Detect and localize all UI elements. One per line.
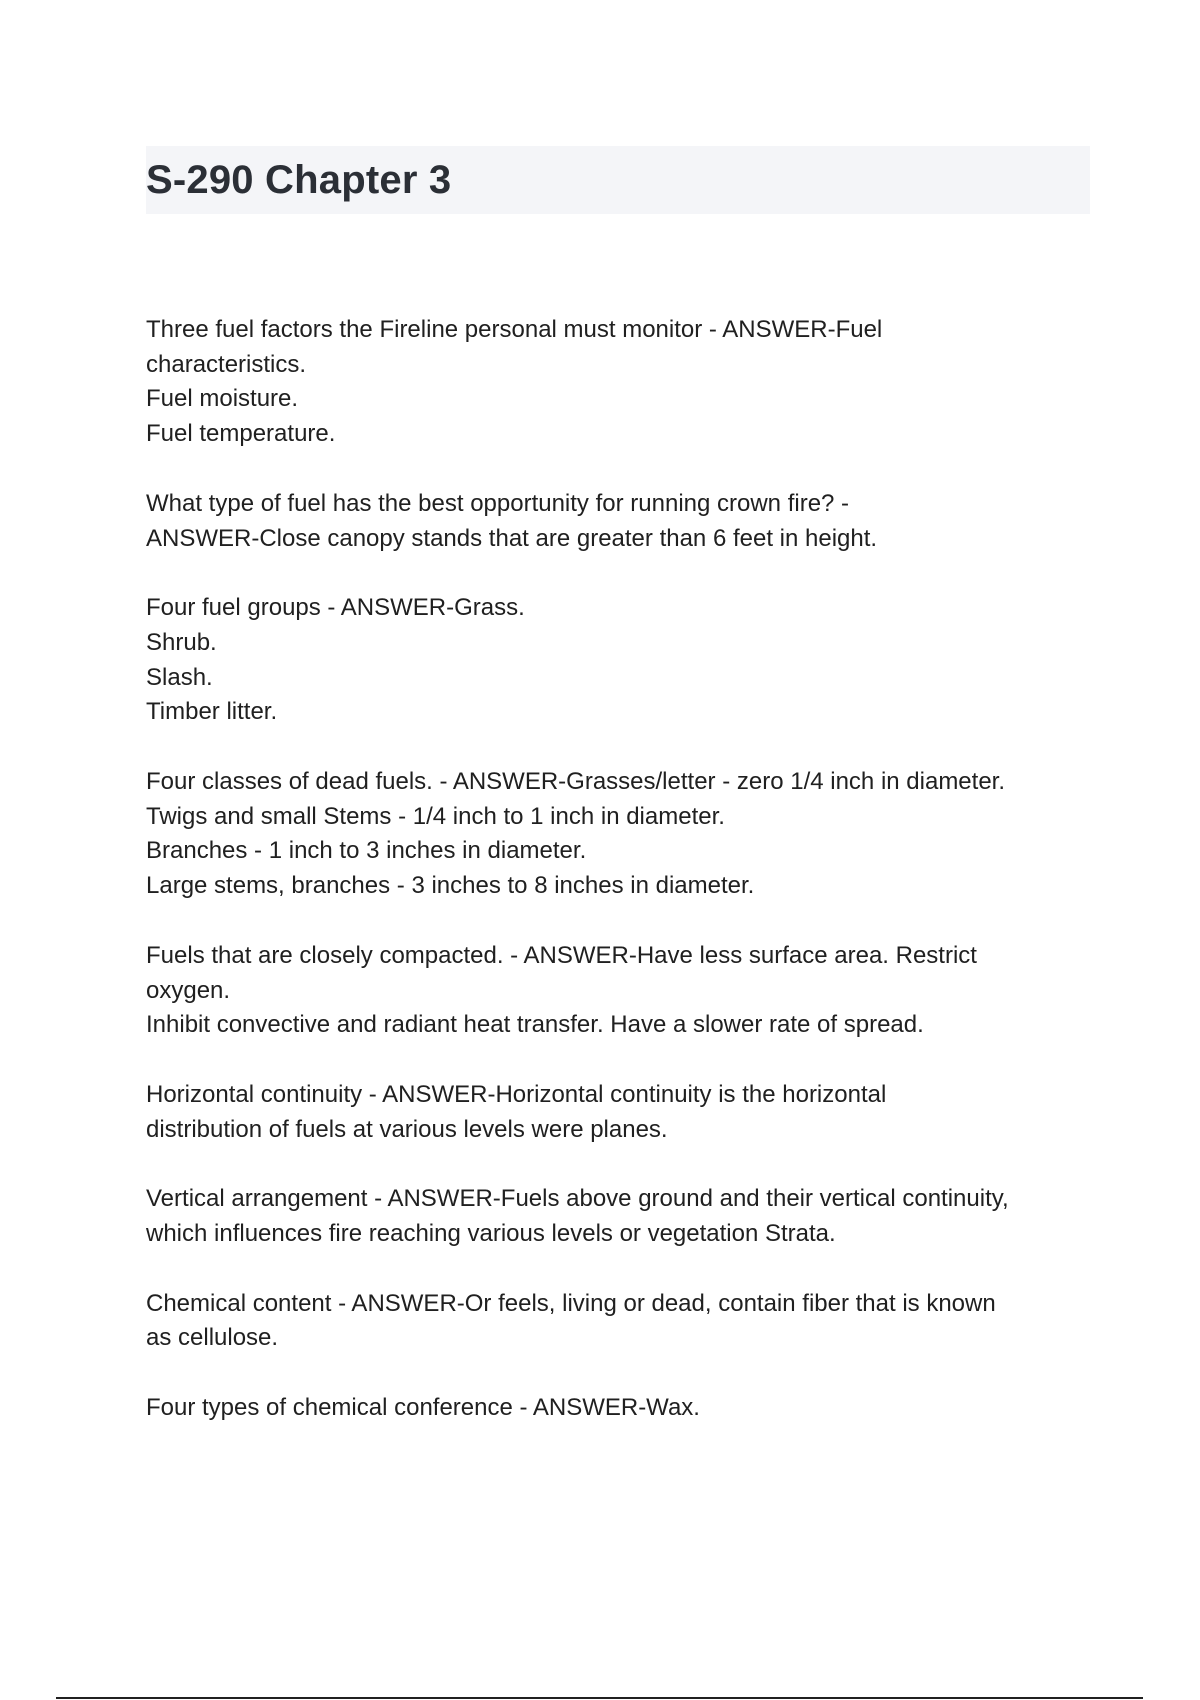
text-line: Shrub. — [146, 628, 217, 656]
qa-entry-horizontal-continuity — [146, 1078, 1101, 1147]
text-line: Inhibit convective and radiant heat transfer. Have a slower rate of spread. — [146, 1011, 924, 1039]
text-line: Four classes of dead fuels. - ANSWER-Grasses/letter - zero 1/4 inch in diameter. — [146, 768, 1006, 796]
qa-entry-vertical-arrangement — [146, 1182, 1101, 1251]
page-title: S-290 Chapter 3 — [146, 158, 452, 202]
qa-entry-compacted-fuels — [146, 939, 1101, 1043]
title-banner — [146, 146, 1090, 214]
text-line: ANSWER-Close canopy stands that are greater than 6 feet in height. — [146, 524, 878, 552]
text-line: What type of fuel has the best opportunity for running crown fire? - — [146, 489, 850, 517]
qa-content — [146, 313, 1101, 1461]
text-line: which influences fire reaching various levels or vegetation Strata. — [146, 1220, 836, 1248]
text-line: oxygen. — [146, 976, 231, 1004]
text-line: Four fuel groups - ANSWER-Grass. — [146, 594, 525, 622]
text-line: Timber litter. — [146, 698, 278, 726]
qa-entry-fuel-groups — [146, 591, 1101, 730]
footer-divider — [56, 1697, 1143, 1699]
qa-entry-chemical-content — [146, 1287, 1101, 1356]
text-line: characteristics. — [146, 350, 307, 378]
text-line: Fuel moisture. — [146, 385, 299, 413]
text-line: Large stems, branches - 3 inches to 8 inches in diameter. — [146, 872, 755, 900]
text-line: Chemical content - ANSWER-Or feels, living or dead, contain fiber that is known — [146, 1289, 996, 1317]
qa-entry-fuel-factors — [146, 313, 1101, 452]
text-line: Branches - 1 inch to 3 inches in diameter. — [146, 837, 587, 865]
text-line: Four types of chemical conference - ANSWER-Wax. — [146, 1394, 700, 1422]
text-line: Vertical arrangement - ANSWER-Fuels above ground and their vertical continuity, — [146, 1185, 1009, 1213]
qa-entry-crown-fire — [146, 487, 1101, 556]
text-line: Twigs and small Stems - 1/4 inch to 1 inch in diameter. — [146, 802, 725, 830]
text-line: as cellulose. — [146, 1324, 279, 1352]
text-line: Three fuel factors the Fireline personal must monitor - ANSWER-Fuel — [146, 316, 883, 343]
qa-entry-dead-fuel-classes — [146, 765, 1101, 904]
text-line: Fuels that are closely compacted. - ANSWER-Have less surface area. Restrict — [146, 941, 977, 969]
text-line: Fuel temperature. — [146, 420, 336, 448]
text-line: Horizontal continuity - ANSWER-Horizontal continuity is the horizontal — [146, 1080, 887, 1108]
text-line: Slash. — [146, 663, 213, 691]
qa-entry-chemical-conference — [146, 1391, 1101, 1426]
text-line: distribution of fuels at various levels were planes. — [146, 1115, 668, 1143]
